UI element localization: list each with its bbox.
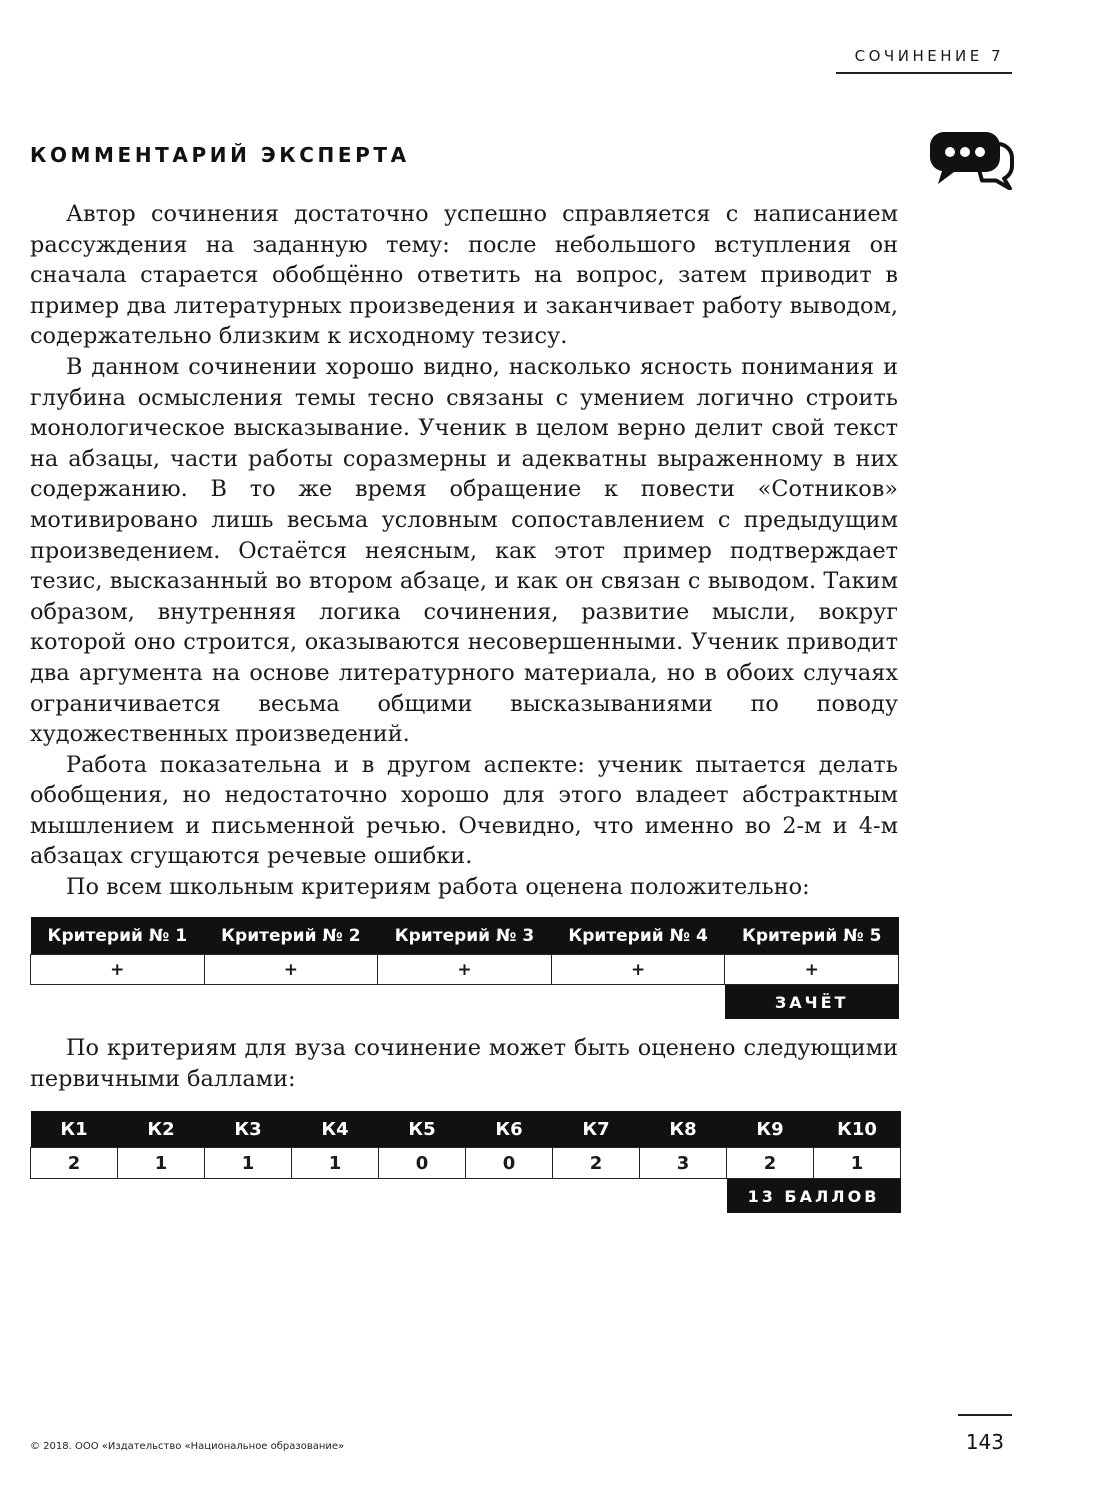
table-header-row [31, 917, 899, 955]
vuz-criteria-table [30, 1111, 901, 1213]
table-cell: 1 [814, 1148, 901, 1179]
footer-rule [958, 1414, 1012, 1416]
paragraph: По всем школьным критериям работа оценена положительно: [66, 874, 810, 901]
paragraph: В данном сочинении хорошо видно, насколько ясность понимания и глубина осмысления темы тесно связаны с умением логично строить монологическое высказывание. Ученик в целом верно делит свой текст на абзацы, части работы соразмерны и адекватны выраженному в них содержанию. В то же время обращение к повести «Сотников» мотивировано лишь весьма условным сопоставлением с предыдущим произведением. Остаётся неясным, как этот пример подтверждает тезис, высказанный во втором абзаце, и как он связан с выводом. Таким образом, внутренняя логика сочинения, развитие мысли, вокруг которой оно строится, оказываются несовершенными. Ученик приводит два аргумента на основе литературного материала, но в обоих случаях ограничивается весьма общими высказываниями по поводу художественных произведений. [30, 353, 898, 748]
table-cell: 1 [205, 1148, 292, 1179]
table-cell: + [31, 955, 205, 985]
table-header-cell: К8 [640, 1111, 727, 1148]
result-badge: ЗАЧЁТ [725, 985, 899, 1020]
table-cell: 2 [727, 1148, 814, 1179]
table-total-row [31, 1179, 901, 1214]
table-cell: 2 [31, 1148, 118, 1179]
speech-bubble-ellipsis-icon [928, 130, 1014, 190]
table-spacer [31, 985, 725, 1020]
table-header-cell: К6 [466, 1111, 553, 1148]
table-header-cell: К2 [118, 1111, 205, 1148]
table-cell: 2 [553, 1148, 640, 1179]
table-header-cell: Критерий № 1 [31, 917, 205, 955]
table-cell: + [378, 955, 552, 985]
paragraph: Работа показательна и в другом аспекте: ученик пытается делать обобщения, но недостаточно хорошо для этого владеет абстрактным мышлением и письменной речью. Очевидно, что именно во 2-м и 4-м абзацах сгущаются речевые ошибки. [30, 751, 898, 870]
page-number: 143 [965, 1430, 1004, 1454]
table-cell: 1 [292, 1148, 379, 1179]
school-criteria-table [30, 917, 899, 1019]
section-title: КОММЕНТАРИЙ ЭКСПЕРТА [30, 143, 410, 167]
vuz-intro [30, 1033, 898, 1094]
paragraph: Автор сочинения достаточно успешно справляется с написанием рассуждения на заданную тему: после небольшого вступления он сначала старается обобщённо ответить на вопрос, затем приводит в пример два литературных произведения и заканчивает работу выводом, содержательно близким к исходному тезису. [30, 201, 898, 350]
table-header-cell: К4 [292, 1111, 379, 1148]
table-spacer [31, 1179, 727, 1214]
table-row [31, 1148, 901, 1179]
table-cell: + [551, 955, 725, 985]
table-header-cell: К9 [727, 1111, 814, 1148]
expert-commentary [30, 199, 898, 903]
table-header-cell: Критерий № 2 [204, 917, 378, 955]
table-header-cell: К10 [814, 1111, 901, 1148]
table-cell: 1 [118, 1148, 205, 1179]
table-header-cell: Критерий № 4 [551, 917, 725, 955]
table-total-row [31, 985, 899, 1020]
table-header-row [31, 1111, 901, 1148]
table-cell: 0 [379, 1148, 466, 1179]
table-cell: + [204, 955, 378, 985]
total-score-badge: 13 БАЛЛОВ [727, 1179, 901, 1214]
header-rule [836, 72, 1012, 74]
table-header-cell: К7 [553, 1111, 640, 1148]
section-label: СОЧИНЕНИЕ 7 [854, 47, 1004, 65]
paragraph: По критериям для вуза сочинение может быть оценено следующими первичными баллами: [30, 1035, 898, 1092]
table-row [31, 955, 899, 985]
table-cell: 0 [466, 1148, 553, 1179]
copyright: © 2018. ООО «Издательство «Национальное образование» [30, 1441, 345, 1452]
table-header-cell: Критерий № 5 [725, 917, 899, 955]
table-cell: + [725, 955, 899, 985]
table-header-cell: К3 [205, 1111, 292, 1148]
table-cell: 3 [640, 1148, 727, 1179]
table-header-cell: К5 [379, 1111, 466, 1148]
table-header-cell: К1 [31, 1111, 118, 1148]
table-header-cell: Критерий № 3 [378, 917, 552, 955]
